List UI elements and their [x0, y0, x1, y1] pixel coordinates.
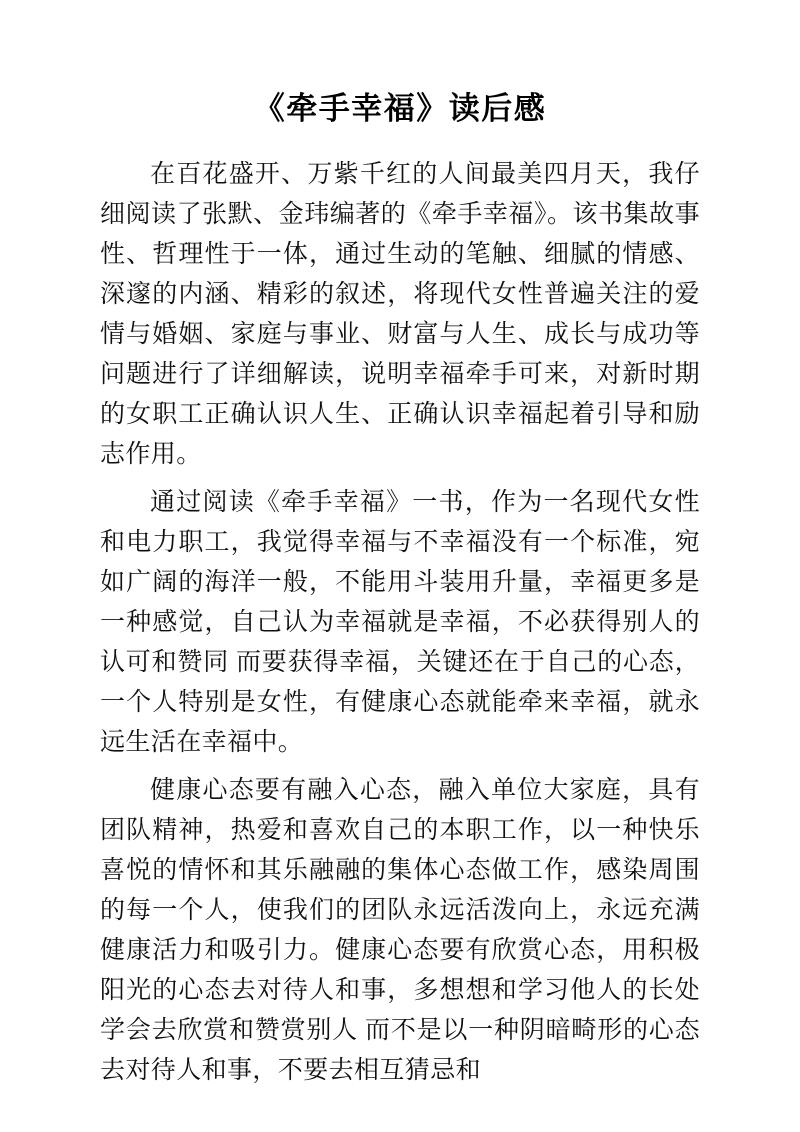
- body-paragraph: 通过阅读《牵手幸福》一书，作为一名现代女性和电力职工，我觉得幸福与不幸福没有一个标准，宛如广阔的海洋一般，不能用斗装用升量，幸福更多是一种感觉，自己认为幸福就是幸福，不必获得别人的认可和赞同 而要获得幸福，关键还在于自己的心态，一个人特别是女性，有健康心态就能牵来幸福，就永远生活在幸福中。: [100, 488, 700, 756]
- body-paragraph: 在百花盛开、万紫千红的人间最美四月天，我仔细阅读了张默、金玮编著的《牵手幸福》。该书集故事性、哲理性于一体，通过生动的笔触、细腻的情感、深邃的内涵、精彩的叙述，将现代女性普遍关注的爱情与婚姻、家庭与事业、财富与人生、成长与成功等问题进行了详细解读，说明幸福牵手可来，对新时期的女职工正确认识人生、正确认识幸福起着引导和励志作用。: [100, 160, 700, 468]
- paragraph-list: [100, 155, 700, 1091]
- document-body: [100, 0, 700, 1091]
- page-title: 《牵手幸福》读后感: [253, 91, 547, 126]
- body-paragraph: 健康心态要有融入心态，融入单位大家庭，具有团队精神，热爱和喜欢自己的本职工作，以一种快乐喜悦的情怀和其乐融融的集体心态做工作，感染周围的每一个人，使我们的团队永远活泼向上，永远充满健康活力和吸引力。健康心态要有欣赏心态，用积极阳光的心态去对待人和事，多想想和学习他人的长处 学会去欣赏和赞赏别人 而不是以一种阴暗畸形的心态去对待人和事，不要去相互猜忌和: [100, 776, 700, 1084]
